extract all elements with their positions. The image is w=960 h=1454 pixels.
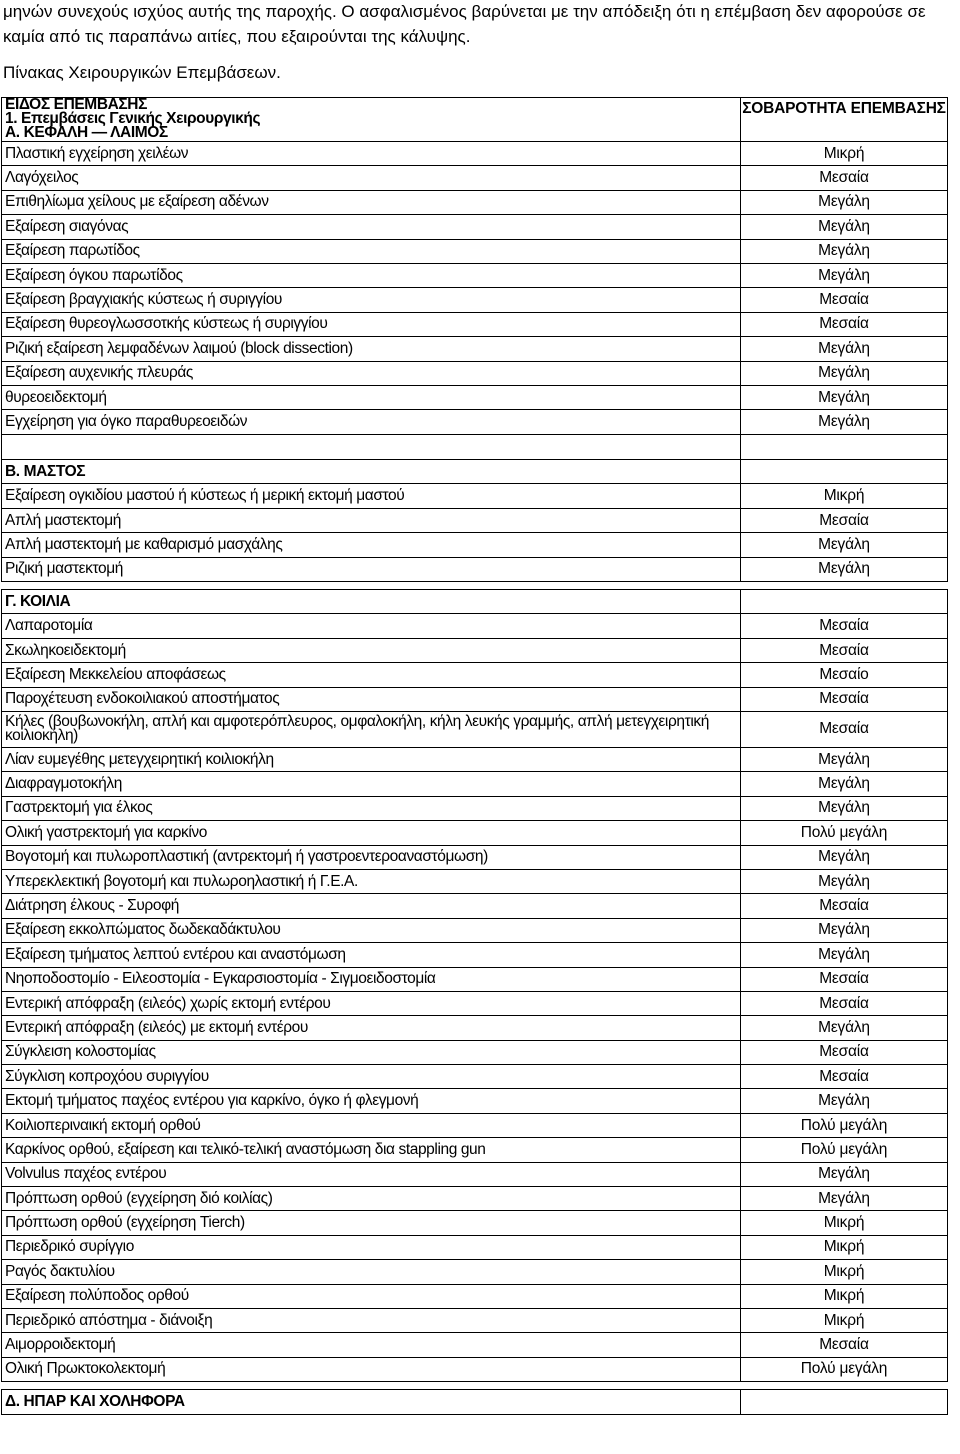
- section-c-severity-value: Μεσαία: [741, 1065, 948, 1089]
- table-row: [2, 1260, 948, 1284]
- blank-cell: [2, 434, 741, 459]
- section-a-procedure-name: Εξαίρεση αυχενικής πλευράς: [2, 361, 741, 385]
- table-row: [2, 796, 948, 820]
- section-c-procedure-name: Υπερεκλεκτική βογοτομή και πυλωροηλαστική ή Γ.Ε.Α.: [2, 869, 741, 893]
- table-row: [2, 1235, 948, 1259]
- table-row: [2, 239, 948, 263]
- section-c-severity-value: Μεσαία: [741, 1333, 948, 1357]
- table-row: [2, 1187, 948, 1211]
- section-c-procedure-name: Ολική Πρωκτοκολεκτομή: [2, 1357, 741, 1381]
- section-c-severity-value: Μεσαία: [741, 1040, 948, 1064]
- section-c-header-row: [2, 590, 948, 614]
- section-c-procedure-name: Αιμορροιδεκτομή: [2, 1333, 741, 1357]
- section-a-severity-value: Μεσαία: [741, 166, 948, 190]
- table-row: [2, 1211, 948, 1235]
- section-a-procedure-name: Λαγόχειλος: [2, 166, 741, 190]
- section-d-title-severity: [741, 1390, 948, 1414]
- section-c-procedure-name: Περιεδρικό συρίγγιο: [2, 1235, 741, 1259]
- section-c-severity-value: Μεγάλη: [741, 747, 948, 771]
- section-b-severity-value: Μεγάλη: [741, 533, 948, 557]
- table-row: [2, 711, 948, 747]
- table-row: [2, 410, 948, 434]
- section-c-severity-value: Μικρή: [741, 1308, 948, 1332]
- section-a-procedure-name: Εξαίρεση θυρεογλωσσοτκής κύστεως ή συριγγίου: [2, 312, 741, 336]
- table-row: [2, 845, 948, 869]
- section-a-procedure-name: Εξαίρεση σιαγόνας: [2, 215, 741, 239]
- section-b-header-row: [2, 460, 948, 484]
- section-c-procedure-name: Εξαίρεση τμήματος λεπτού εντέρου και αναστόμωση: [2, 943, 741, 967]
- section-d-header-row: [2, 1390, 948, 1414]
- header-col-severity: ΣΟΒΑΡΟΤΗΤΑ ΕΠΕΜΒΑΣΗΣ: [741, 98, 948, 142]
- table-row: [2, 312, 948, 336]
- section-c-severity-value: Μεγάλη: [741, 1089, 948, 1113]
- section-c-procedure-name: Κήλες (βουβωνοκήλη, απλή και αμφοτερόπλευρος, ομφαλοκήλη, κήλη λευκής γραμμής, απλή μετεγχειρητική κοιλιοκήλη): [2, 711, 741, 747]
- section-a-severity-value: Μεγάλη: [741, 385, 948, 409]
- table-row: [2, 821, 948, 845]
- section-b-procedure-name: Απλή μαστεκτομή: [2, 508, 741, 532]
- section-a-severity-value: Μεγάλη: [741, 410, 948, 434]
- section-a-severity-value: Μικρή: [741, 142, 948, 166]
- section-c-procedure-name: Σκωληκοειδεκτομή: [2, 638, 741, 662]
- section-a-procedure-name: Ριζική εξαίρεση λεμφαδένων λαιμού (block dissection): [2, 337, 741, 361]
- section-gap: [2, 582, 948, 590]
- section-b-procedure-name: Εξαίρεση ογκιδίου μαστού ή κύστεως ή μερική εκτομή μαστού: [2, 484, 741, 508]
- section-a-procedure-name: Εγχείρηση για όγκο παραθυρεοειδών: [2, 410, 741, 434]
- section-c-procedure-name: Σύγκλειση κολοστομίας: [2, 1040, 741, 1064]
- section-c-severity-value: Πολύ μεγάλη: [741, 1357, 948, 1381]
- section-c-procedure-name: Εξαίρεση πολύποδος ορθού: [2, 1284, 741, 1308]
- section-c-procedure-name: Κοιλιοπεριναική εκτομή ορθού: [2, 1113, 741, 1137]
- table-row: [2, 361, 948, 385]
- table-row: [2, 1357, 948, 1381]
- section-c-severity-value: Μεσαίο: [741, 663, 948, 687]
- table-row: [2, 557, 948, 581]
- section-c-procedure-name: Εξαίρεση εκκολπώματος δωδεκαδάκτυλου: [2, 918, 741, 942]
- section-c-procedure-name: Ολική γαστρεκτομή για καρκίνο: [2, 821, 741, 845]
- table-header-row: [2, 98, 948, 142]
- section-c-severity-value: Μικρή: [741, 1284, 948, 1308]
- section-a-procedure-name: Επιθηλίωμα χείλους με εξαίρεση αδένων: [2, 190, 741, 214]
- blank-cell: [741, 434, 948, 459]
- table-row: [2, 1308, 948, 1332]
- section-c-severity-value: Μεσαία: [741, 687, 948, 711]
- section-c-procedure-name: Καρκίνος ορθού, εξαίρεση και τελικό-τελική αναστόμωση δια stappling gun: [2, 1138, 741, 1162]
- table-row: [2, 166, 948, 190]
- section-c-severity-value: Μεγάλη: [741, 1187, 948, 1211]
- section-c-procedure-name: Λαπαροτομία: [2, 614, 741, 638]
- table-row: [2, 385, 948, 409]
- section-gap: [2, 1382, 948, 1390]
- intro-line-1: μηνών συνεχούς ισχύος αυτής της παροχής. Ο ασφαλισμένος βαρύνεται με την απόδειξη ότι η επέμβαση δεν αφορούσε σε: [3, 2, 926, 21]
- section-b-title-severity: [741, 460, 948, 484]
- section-c-severity-value: Πολύ μεγάλη: [741, 1113, 948, 1137]
- section-a-title: Α. ΚΕΦΑΛΗ — ΛΑΙΜΟΣ: [5, 124, 168, 141]
- section-c-severity-value: Μεσαία: [741, 894, 948, 918]
- table-row: [2, 1113, 948, 1137]
- table-row: [2, 1333, 948, 1357]
- section-c-procedure-name: Διάτρηση έλκους - Συροφή: [2, 894, 741, 918]
- section-a-procedure-name: Πλαστική εγχείρηση χειλέων: [2, 142, 741, 166]
- section-c-severity-value: Μεγάλη: [741, 796, 948, 820]
- table-row: [2, 918, 948, 942]
- section-a-procedure-name: θυρεοειδεκτομή: [2, 385, 741, 409]
- section-c-severity-value: Μικρή: [741, 1211, 948, 1235]
- section-c-severity-value: Μεσαία: [741, 614, 948, 638]
- table-row: [2, 747, 948, 771]
- section-c-procedure-name: Εντερική απόφραξη (ειλεός) χωρίς εκτομή εντέρου: [2, 991, 741, 1015]
- section-c-severity-value: Πολύ μεγάλη: [741, 1138, 948, 1162]
- section-b-procedure-name: Ριζική μαστεκτομή: [2, 557, 741, 581]
- table-row: [2, 508, 948, 532]
- section-b-severity-value: Μεσαία: [741, 508, 948, 532]
- surgery-table: [1, 97, 947, 1415]
- table-row: [2, 533, 948, 557]
- section-c-procedure-name: Εξαίρεση Μεκκελείου αποφάσεως: [2, 663, 741, 687]
- section-c-severity-value: Πολύ μεγάλη: [741, 821, 948, 845]
- section-c-severity-value: Μεγάλη: [741, 1162, 948, 1186]
- section-c-severity-value: Μεγάλη: [741, 918, 948, 942]
- category-label: 1. Επεμβάσεις Γενικής Χειρουργικής: [5, 110, 261, 127]
- section-c-procedure-name: Περιεδρικό απόστημα - διάνοιξη: [2, 1308, 741, 1332]
- section-c-procedure-name: Λίαν ευμεγέθης μετεγχειρητική κοιλιοκήλη: [2, 747, 741, 771]
- section-a-severity-value: Μεγάλη: [741, 215, 948, 239]
- table-row: [2, 190, 948, 214]
- section-c-procedure-name: Πρόπτωση ορθού (εγχείρηση Tierch): [2, 1211, 741, 1235]
- section-a-procedure-name: Εξαίρεση παρωτίδος: [2, 239, 741, 263]
- section-c-severity-value: Μεγάλη: [741, 943, 948, 967]
- section-c-procedure-name: Εκτομή τμήματος παχέος εντέρου για καρκίνο, όγκο ή φλεγμονή: [2, 1089, 741, 1113]
- section-c-severity-value: Μεγάλη: [741, 1016, 948, 1040]
- section-c-severity-value: Μεγάλη: [741, 845, 948, 869]
- table-row: [2, 1040, 948, 1064]
- table-row: [2, 263, 948, 287]
- table-row: [2, 687, 948, 711]
- section-b-procedure-name: Απλή μαστεκτομή με καθαρισμό μασχάλης: [2, 533, 741, 557]
- table-row: [2, 663, 948, 687]
- blank-row: [2, 434, 948, 459]
- table-row: [2, 142, 948, 166]
- section-c-procedure-name: Σύγκλιση κοπροχόου συριγγίου: [2, 1065, 741, 1089]
- table-row: [2, 1162, 948, 1186]
- intro-line-2: καμία από τις παραπάνω αιτίες, που εξαιρούνται της κάλυψης.: [3, 26, 471, 46]
- section-c-title-severity: [741, 590, 948, 614]
- section-c-procedure-name: Παροχέτευση ενδοκοιλιακού αποστήματος: [2, 687, 741, 711]
- section-c-procedure-name: Volvulus παχέος εντέρου: [2, 1162, 741, 1186]
- section-c-procedure-name: Βογοτομή και πυλωροπλαστική (αντρεκτομή ή γαστροεντεροαναστόμωση): [2, 845, 741, 869]
- section-a-severity-value: Μεγάλη: [741, 239, 948, 263]
- table-row: [2, 894, 948, 918]
- section-c-severity-value: Μεσαία: [741, 991, 948, 1015]
- table-row: [2, 1016, 948, 1040]
- table-row: [2, 614, 948, 638]
- section-b-severity-value: Μεγάλη: [741, 557, 948, 581]
- section-c-severity-value: Μεσαία: [741, 711, 948, 747]
- table-row: [2, 967, 948, 991]
- table-row: [2, 638, 948, 662]
- section-c-procedure-name: Ραγός δακτυλίου: [2, 1260, 741, 1284]
- section-c-procedure-name: Γαστρεκτομή για έλκος: [2, 796, 741, 820]
- section-a-severity-value: Μεσαία: [741, 312, 948, 336]
- section-c-severity-value: Μεσαία: [741, 967, 948, 991]
- table-row: [2, 772, 948, 796]
- table-title: Πίνακας Χειρουργικών Επεμβάσεων.: [3, 63, 281, 82]
- table-row: [2, 215, 948, 239]
- section-c-severity-value: Μεγάλη: [741, 869, 948, 893]
- section-a-severity-value: Μεγάλη: [741, 361, 948, 385]
- section-a-severity-value: Μεγάλη: [741, 337, 948, 361]
- section-c-severity-value: Μεγάλη: [741, 772, 948, 796]
- intro-text: [3, 0, 958, 86]
- section-c-title: Γ. ΚΟΙΛΙΑ: [2, 590, 741, 614]
- section-c-severity-value: Μεσαία: [741, 638, 948, 662]
- table-row: [2, 943, 948, 967]
- section-c-severity-value: Μικρή: [741, 1235, 948, 1259]
- section-a-procedure-name: Εξαίρεση όγκου παρωτίδος: [2, 263, 741, 287]
- table-row: [2, 1065, 948, 1089]
- section-c-severity-value: Μικρή: [741, 1260, 948, 1284]
- section-d-title: Δ. ΗΠΑΡ ΚΑΙ ΧΟΛΗΦΟΡΑ: [2, 1390, 741, 1414]
- table-row: [2, 1284, 948, 1308]
- section-a-severity-value: Μεγάλη: [741, 263, 948, 287]
- section-c-procedure-name: Εντερική απόφραξη (ειλεός) με εκτομή εντέρου: [2, 1016, 741, 1040]
- section-a-severity-value: Μεσαία: [741, 288, 948, 312]
- table-row: [2, 869, 948, 893]
- gap-cell: [2, 582, 948, 590]
- section-c-procedure-name: Πρόπτωση ορθού (εγχείρηση διό κοιλίας): [2, 1187, 741, 1211]
- section-c-procedure-name: Διαφραγμοτοκήλη: [2, 772, 741, 796]
- table-row: [2, 288, 948, 312]
- table-row: [2, 484, 948, 508]
- table-row: [2, 1138, 948, 1162]
- section-b-severity-value: Μικρή: [741, 484, 948, 508]
- header-type-label: ΕΙΔΟΣ ΕΠΕΜΒΑΣΗΣ: [5, 97, 147, 113]
- section-b-title: Β. ΜΑΣΤΟΣ: [2, 460, 741, 484]
- table-row: [2, 991, 948, 1015]
- section-a-severity-value: Μεγάλη: [741, 190, 948, 214]
- section-a-procedure-name: Εξαίρεση βραγχιακής κύστεως ή συριγγίου: [2, 288, 741, 312]
- header-col-type: [2, 98, 741, 142]
- table-row: [2, 337, 948, 361]
- section-c-procedure-name: Νηοποδοστομίο - Ειλεοστομία - Εγκαρσιοστομία - Σιγμοειδοστομία: [2, 967, 741, 991]
- gap-cell: [2, 1382, 948, 1390]
- table-row: [2, 1089, 948, 1113]
